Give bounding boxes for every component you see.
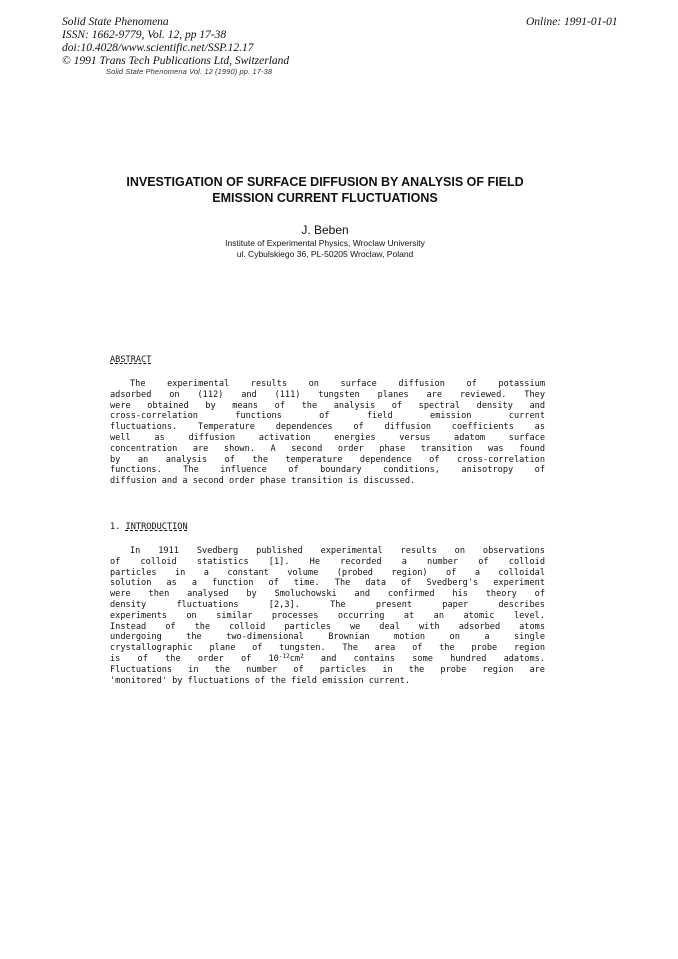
intro-line: were then analysed by Smoluchowski and confirmed his theory of [110,589,545,600]
abstract-line: concentration are shown. A second order phase transition was found [110,443,545,454]
intro-line: density fluctuations [2,3]. The present paper describes [110,599,545,610]
abstract-body [110,379,545,487]
affiliation-line-1: Institute of Experimental Physics, Wroclaw University [225,238,425,248]
area-unit-exponent: 2 [300,652,304,660]
area-unit: cm [289,653,301,664]
area-rest: and contains some hundred adatoms. [320,653,545,664]
abstract-line: were obtained by means of the analysis of spectral density and [110,400,545,411]
journal-name: Solid State Phenomena [62,16,169,28]
online-date: Online: 1991-01-01 [526,16,618,28]
intro-line: 'monitored' by fluctuations of the field emission current. [110,675,411,686]
affiliation-line-2: ul. Cybulskiego 36, PL-50205 Wroclaw, Poland [236,249,414,259]
area-lead: is of the order of 10 [110,653,279,664]
intro-line: particles in a constant volume (probed region) of a colloidal [110,567,545,578]
running-head: Solid State Phenomena Vol. 12 (1990) pp. 17-38 [106,67,273,76]
introduction-body [110,546,545,686]
section-title: INTRODUCTION [125,522,188,532]
title-line-1: INVESTIGATION OF SURFACE DIFFUSION BY ANALYSIS OF FIELD [126,175,524,189]
abstract-line: adsorbed on (112) and (111) tungsten planes are reviewed. They [110,389,545,400]
abstract-line: diffusion and a second order phase transition is discussed. [110,476,416,487]
author-name: J. Beben [301,223,349,237]
section-heading-introduction [110,522,188,532]
publication-info [62,16,289,68]
abstract-line: fluctuations. Temperature dependences of diffusion coefficients as [110,422,545,433]
intro-line: Instead of the colloid particles we deal with adsorbed atoms [110,621,545,632]
abstract-heading-text: ABSTRACT [110,355,152,365]
author-affiliation [100,238,550,260]
doi-line: doi:10.4028/www.scientific.net/SSP.12.17 [62,42,254,54]
area-exponent: -12 [278,652,290,660]
abstract-heading [110,355,151,365]
abstract-line: The experimental results on surface diffusion of potassium [130,379,545,389]
intro-line: of colloid statistics [1]. He recorded a number of colloid [110,556,545,567]
intro-line: solution as a function of time. The data of Svedberg's experiment [110,578,545,589]
issn-line: ISSN: 1662-9779, Vol. 12, pp 17-38 [62,29,227,41]
abstract-line: well as diffusion activation energies versus adatom surface [110,432,545,443]
intro-line-area [110,654,545,665]
intro-line: undergoing the two-dimensional Brownian motion on a single [110,632,545,643]
title-line-2: EMISSION CURRENT FLUCTUATIONS [212,191,438,205]
intro-line: experiments on similar processes occurring at an atomic level. [110,610,545,621]
abstract-line: cross-correlation functions of field emission current [110,411,545,422]
intro-line: crystallographic plane of tungsten. The area of the probe region [110,643,545,654]
intro-line: Fluctuations in the number of particles in the probe region are [110,664,545,675]
abstract-line: functions. The influence of boundary conditions, anisotropy of [110,465,545,476]
section-number: 1. [110,522,121,532]
intro-line: In 1911 Svedberg published experimental results on observations [130,546,545,556]
abstract-line: by an analysis of the temperature dependence of cross-correlation [110,454,545,465]
paper-title [100,174,550,206]
copyright-line: © 1991 Trans Tech Publications Ltd, Switzerland [62,55,290,67]
